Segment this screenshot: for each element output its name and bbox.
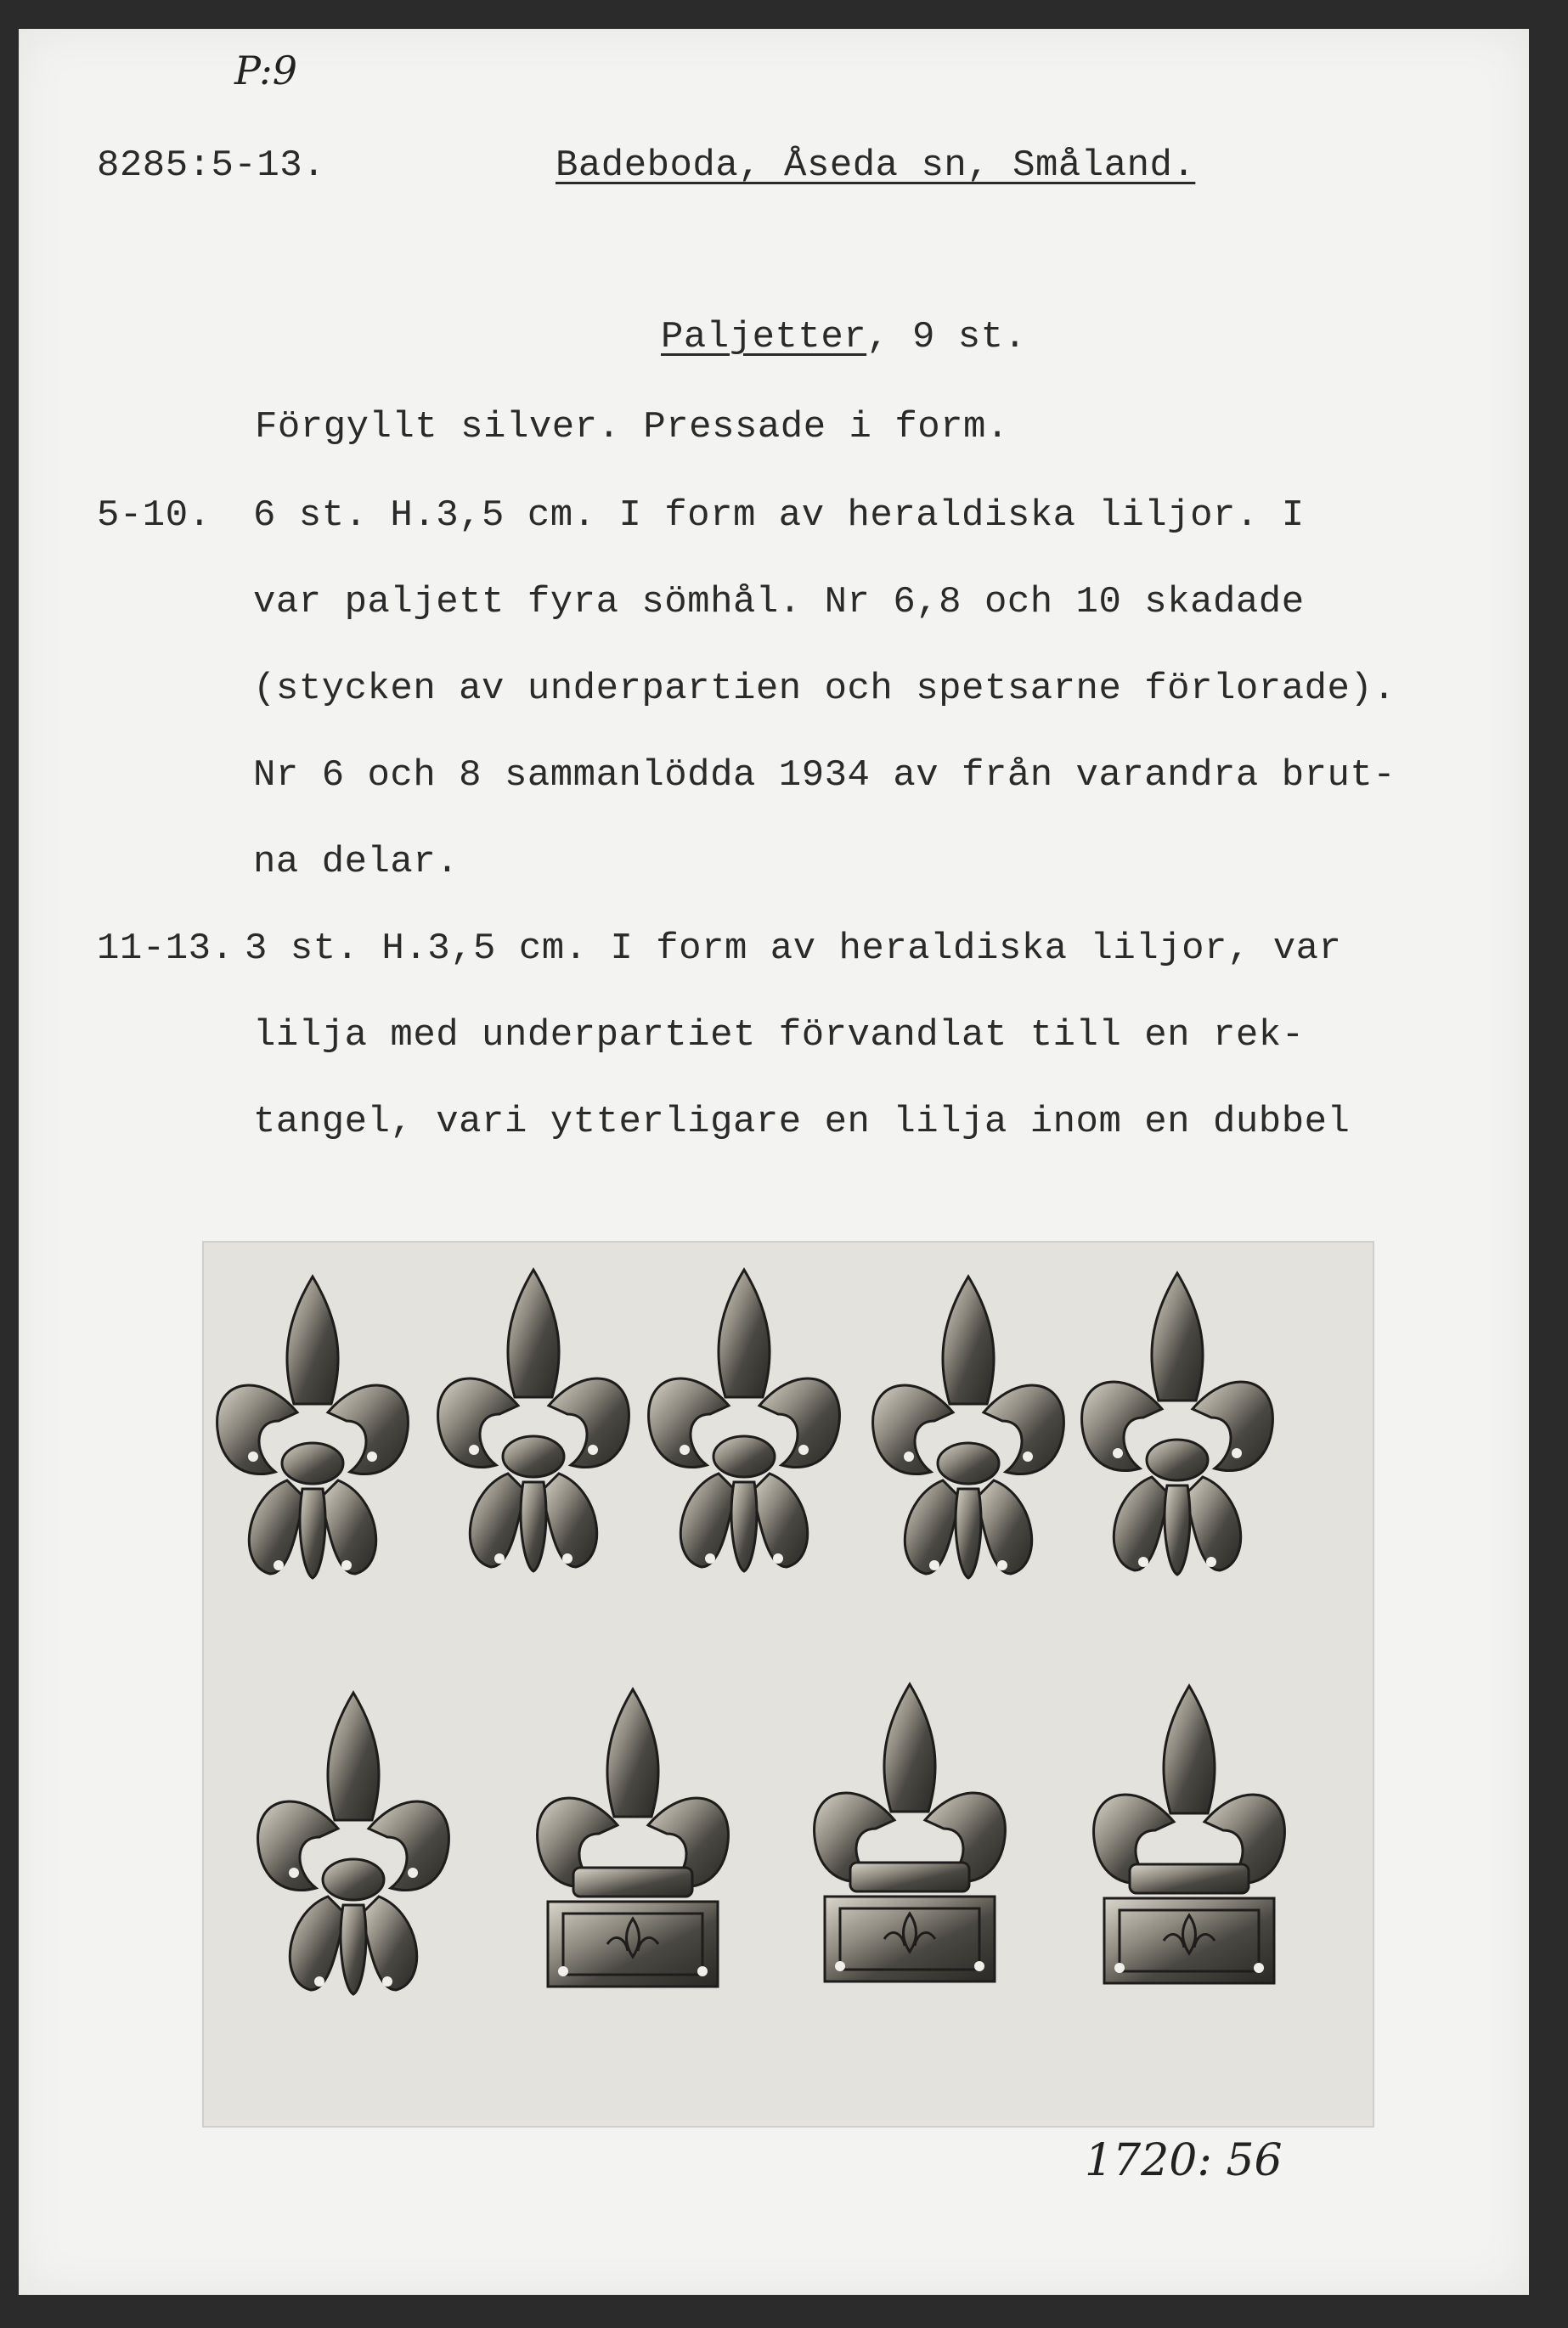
spangle-item	[1094, 1686, 1285, 1983]
spangle-item	[438, 1270, 629, 1571]
catalog-card	[19, 29, 1529, 2295]
spangle-item	[815, 1684, 1006, 1981]
entry-line: Nr 6 och 8 sammanlödda 1934 av från varandra brut-	[253, 754, 1396, 797]
entry-line: na delar.	[253, 841, 460, 883]
object-count: , 9 st.	[866, 316, 1027, 358]
object-title	[661, 316, 1026, 358]
entry-line: (stycken av underpartien och spetsarne förlorade).	[253, 668, 1396, 710]
entry-line: tangel, vari ytterligare en lilja inom en dubbel	[253, 1101, 1351, 1143]
spangle-item	[649, 1270, 840, 1571]
spangles-photograph	[202, 1241, 1374, 2128]
fleur-de-lis-spangles-image	[204, 1243, 1373, 2126]
spangle-item	[1082, 1273, 1273, 1575]
entry-line: lilja med underpartiet förvandlat till en rek-	[253, 1014, 1305, 1057]
entry-number: 5-10.	[97, 494, 212, 537]
entry-number: 11-13.	[97, 927, 234, 970]
spangle-item	[217, 1277, 409, 1578]
entry-line: 6 st. H.3,5 cm. I form av heraldiska liljor. I	[253, 494, 1305, 537]
object-name: Paljetter	[661, 316, 867, 358]
photo-number: 1720: 56	[1085, 2135, 1283, 2186]
spangle-item	[258, 1693, 449, 1994]
entry-line: var paljett fyra sömhål. Nr 6,8 och 10 skadade	[253, 581, 1305, 623]
pencil-mark: P:9	[234, 48, 298, 93]
location-heading: Badeboda, Åseda sn, Småland.	[556, 144, 1196, 187]
catalog-number: 8285:5-13.	[97, 144, 326, 187]
entry-line: 3 st. H.3,5 cm. I form av heraldiska liljor, var	[245, 927, 1342, 970]
spangle-item	[538, 1689, 729, 1987]
material-line: Förgyllt silver. Pressade i form.	[255, 406, 1009, 448]
spangle-item	[873, 1277, 1064, 1578]
